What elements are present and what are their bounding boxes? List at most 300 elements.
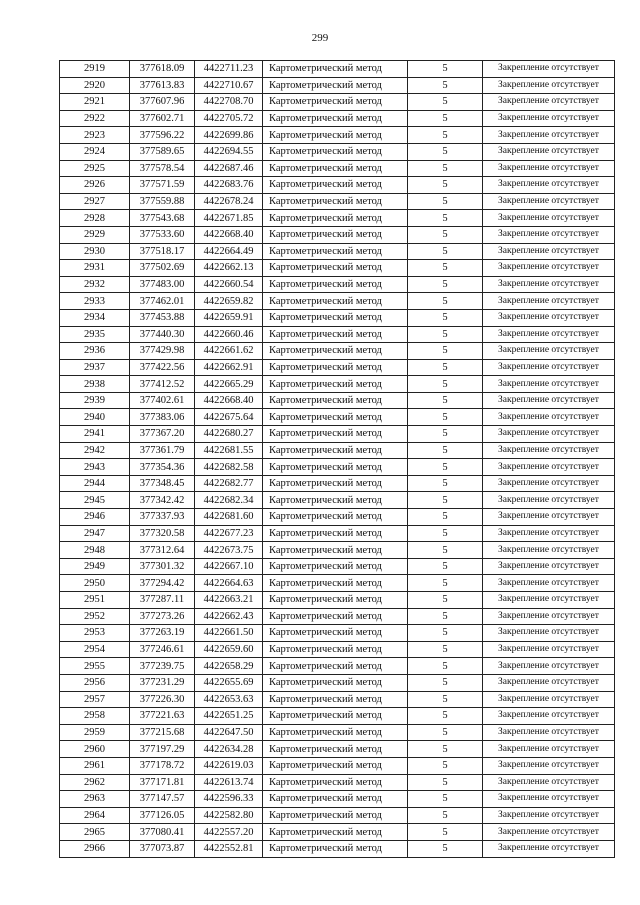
table-row [60, 509, 615, 526]
method-cell: Картометрический метод [263, 492, 408, 509]
y-coordinate-cell: 4422663.21 [195, 592, 263, 609]
x-coordinate-cell: 377342.42 [130, 492, 195, 509]
method-cell: Картометрический метод [263, 791, 408, 808]
y-coordinate-cell: 4422664.63 [195, 575, 263, 592]
y-coordinate-cell: 4422647.50 [195, 724, 263, 741]
table-row [60, 492, 615, 509]
x-coordinate-cell: 377239.75 [130, 658, 195, 675]
point-number-cell: 2923 [60, 127, 130, 144]
table-row [60, 525, 615, 542]
accuracy-cell: 5 [408, 376, 483, 393]
point-number-cell: 2942 [60, 442, 130, 459]
fixation-cell: Закрепление отсутствует [483, 492, 615, 509]
point-number-cell: 2965 [60, 824, 130, 841]
point-number-cell: 2948 [60, 542, 130, 559]
table-row [60, 674, 615, 691]
table-row [60, 309, 615, 326]
fixation-cell: Закрепление отсутствует [483, 791, 615, 808]
x-coordinate-cell: 377383.06 [130, 409, 195, 426]
point-number-cell: 2922 [60, 110, 130, 127]
y-coordinate-cell: 4422596.33 [195, 791, 263, 808]
fixation-cell: Закрепление отсутствует [483, 309, 615, 326]
x-coordinate-cell: 377215.68 [130, 724, 195, 741]
method-cell: Картометрический метод [263, 343, 408, 360]
accuracy-cell: 5 [408, 774, 483, 791]
accuracy-cell: 5 [408, 840, 483, 857]
table-row [60, 741, 615, 758]
page-number: 299 [311, 32, 329, 44]
fixation-cell: Закрепление отсутствует [483, 77, 615, 94]
method-cell: Картометрический метод [263, 143, 408, 160]
y-coordinate-cell: 4422673.75 [195, 542, 263, 559]
point-number-cell: 2921 [60, 94, 130, 111]
x-coordinate-cell: 377361.79 [130, 442, 195, 459]
x-coordinate-cell: 377301.32 [130, 558, 195, 575]
point-number-cell: 2935 [60, 326, 130, 343]
x-coordinate-cell: 377178.72 [130, 757, 195, 774]
y-coordinate-cell: 4422668.40 [195, 392, 263, 409]
method-cell: Картометрический метод [263, 525, 408, 542]
point-number-cell: 2962 [60, 774, 130, 791]
fixation-cell: Закрепление отсутствует [483, 558, 615, 575]
point-number-cell: 2925 [60, 160, 130, 177]
table-row [60, 625, 615, 642]
point-number-cell: 2933 [60, 293, 130, 310]
fixation-cell: Закрепление отсутствует [483, 343, 615, 360]
accuracy-cell: 5 [408, 77, 483, 94]
point-number-cell: 2947 [60, 525, 130, 542]
method-cell: Картометрический метод [263, 160, 408, 177]
accuracy-cell: 5 [408, 94, 483, 111]
table-row [60, 558, 615, 575]
fixation-cell: Закрепление отсутствует [483, 691, 615, 708]
x-coordinate-cell: 377337.93 [130, 509, 195, 526]
fixation-cell: Закрепление отсутствует [483, 409, 615, 426]
accuracy-cell: 5 [408, 625, 483, 642]
accuracy-cell: 5 [408, 674, 483, 691]
method-cell: Картометрический метод [263, 127, 408, 144]
y-coordinate-cell: 4422682.77 [195, 475, 263, 492]
point-number-cell: 2931 [60, 260, 130, 277]
table-row [60, 343, 615, 360]
y-coordinate-cell: 4422557.20 [195, 824, 263, 841]
point-number-cell: 2946 [60, 509, 130, 526]
table-row [60, 160, 615, 177]
x-coordinate-cell: 377412.52 [130, 376, 195, 393]
fixation-cell: Закрепление отсутствует [483, 658, 615, 675]
fixation-cell: Закрепление отсутствует [483, 94, 615, 111]
method-cell: Картометрический метод [263, 674, 408, 691]
point-number-cell: 2964 [60, 807, 130, 824]
point-number-cell: 2924 [60, 143, 130, 160]
accuracy-cell: 5 [408, 509, 483, 526]
fixation-cell: Закрепление отсутствует [483, 359, 615, 376]
table-row [60, 608, 615, 625]
method-cell: Картометрический метод [263, 558, 408, 575]
fixation-cell: Закрепление отсутствует [483, 807, 615, 824]
y-coordinate-cell: 4422619.03 [195, 757, 263, 774]
accuracy-cell: 5 [408, 724, 483, 741]
y-coordinate-cell: 4422582.80 [195, 807, 263, 824]
method-cell: Картометрический метод [263, 475, 408, 492]
table-row [60, 691, 615, 708]
x-coordinate-cell: 377402.61 [130, 392, 195, 409]
x-coordinate-cell: 377429.98 [130, 343, 195, 360]
table-row [60, 459, 615, 476]
fixation-cell: Закрепление отсутствует [483, 326, 615, 343]
method-cell: Картометрический метод [263, 442, 408, 459]
accuracy-cell: 5 [408, 160, 483, 177]
fixation-cell: Закрепление отсутствует [483, 575, 615, 592]
fixation-cell: Закрепление отсутствует [483, 110, 615, 127]
point-number-cell: 2949 [60, 558, 130, 575]
fixation-cell: Закрепление отсутствует [483, 459, 615, 476]
y-coordinate-cell: 4422659.91 [195, 309, 263, 326]
fixation-cell: Закрепление отсутствует [483, 143, 615, 160]
x-coordinate-cell: 377171.81 [130, 774, 195, 791]
x-coordinate-cell: 377422.56 [130, 359, 195, 376]
method-cell: Картометрический метод [263, 708, 408, 725]
x-coordinate-cell: 377226.30 [130, 691, 195, 708]
table-row [60, 708, 615, 725]
point-number-cell: 2934 [60, 309, 130, 326]
x-coordinate-cell: 377348.45 [130, 475, 195, 492]
fixation-cell: Закрепление отсутствует [483, 608, 615, 625]
y-coordinate-cell: 4422667.10 [195, 558, 263, 575]
point-number-cell: 2960 [60, 741, 130, 758]
method-cell: Картометрический метод [263, 243, 408, 260]
point-number-cell: 2938 [60, 376, 130, 393]
table-row [60, 658, 615, 675]
y-coordinate-cell: 4422653.63 [195, 691, 263, 708]
method-cell: Картометрический метод [263, 77, 408, 94]
point-number-cell: 2954 [60, 641, 130, 658]
x-coordinate-cell: 377080.41 [130, 824, 195, 841]
accuracy-cell: 5 [408, 608, 483, 625]
fixation-cell: Закрепление отсутствует [483, 475, 615, 492]
y-coordinate-cell: 4422677.23 [195, 525, 263, 542]
method-cell: Картометрический метод [263, 542, 408, 559]
y-coordinate-cell: 4422659.60 [195, 641, 263, 658]
method-cell: Картометрический метод [263, 226, 408, 243]
x-coordinate-cell: 377263.19 [130, 625, 195, 642]
accuracy-cell: 5 [408, 260, 483, 277]
table-row [60, 359, 615, 376]
method-cell: Картометрический метод [263, 359, 408, 376]
fixation-cell: Закрепление отсутствует [483, 276, 615, 293]
table-row [60, 575, 615, 592]
accuracy-cell: 5 [408, 459, 483, 476]
y-coordinate-cell: 4422662.43 [195, 608, 263, 625]
accuracy-cell: 5 [408, 276, 483, 293]
y-coordinate-cell: 4422660.54 [195, 276, 263, 293]
x-coordinate-cell: 377589.65 [130, 143, 195, 160]
method-cell: Картометрический метод [263, 691, 408, 708]
method-cell: Картометрический метод [263, 840, 408, 857]
table-row [60, 276, 615, 293]
accuracy-cell: 5 [408, 127, 483, 144]
point-number-cell: 2937 [60, 359, 130, 376]
table-row [60, 807, 615, 824]
point-number-cell: 2957 [60, 691, 130, 708]
fixation-cell: Закрепление отсутствует [483, 674, 615, 691]
accuracy-cell: 5 [408, 741, 483, 758]
method-cell: Картометрический метод [263, 210, 408, 227]
method-cell: Картометрический метод [263, 575, 408, 592]
table-row [60, 293, 615, 310]
method-cell: Картометрический метод [263, 260, 408, 277]
accuracy-cell: 5 [408, 359, 483, 376]
point-number-cell: 2951 [60, 592, 130, 609]
point-number-cell: 2936 [60, 343, 130, 360]
point-number-cell: 2941 [60, 426, 130, 443]
fixation-cell: Закрепление отсутствует [483, 592, 615, 609]
table-row [60, 824, 615, 841]
y-coordinate-cell: 4422660.46 [195, 326, 263, 343]
fixation-cell: Закрепление отсутствует [483, 260, 615, 277]
y-coordinate-cell: 4422665.29 [195, 376, 263, 393]
y-coordinate-cell: 4422661.62 [195, 343, 263, 360]
fixation-cell: Закрепление отсутствует [483, 127, 615, 144]
x-coordinate-cell: 377221.63 [130, 708, 195, 725]
fixation-cell: Закрепление отсутствует [483, 426, 615, 443]
table-row [60, 641, 615, 658]
point-number-cell: 2950 [60, 575, 130, 592]
fixation-cell: Закрепление отсутствует [483, 757, 615, 774]
accuracy-cell: 5 [408, 293, 483, 310]
table-row [60, 791, 615, 808]
method-cell: Картометрический метод [263, 193, 408, 210]
x-coordinate-cell: 377571.59 [130, 177, 195, 194]
method-cell: Картометрический метод [263, 276, 408, 293]
fixation-cell: Закрепление отсутствует [483, 293, 615, 310]
x-coordinate-cell: 377453.88 [130, 309, 195, 326]
table-row [60, 77, 615, 94]
x-coordinate-cell: 377147.57 [130, 791, 195, 808]
x-coordinate-cell: 377231.29 [130, 674, 195, 691]
method-cell: Картометрический метод [263, 309, 408, 326]
accuracy-cell: 5 [408, 326, 483, 343]
fixation-cell: Закрепление отсутствует [483, 210, 615, 227]
x-coordinate-cell: 377273.26 [130, 608, 195, 625]
y-coordinate-cell: 4422658.29 [195, 658, 263, 675]
fixation-cell: Закрепление отсутствует [483, 177, 615, 194]
accuracy-cell: 5 [408, 243, 483, 260]
point-number-cell: 2955 [60, 658, 130, 675]
method-cell: Картометрический метод [263, 625, 408, 642]
table-row [60, 392, 615, 409]
table-row [60, 94, 615, 111]
y-coordinate-cell: 4422613.74 [195, 774, 263, 791]
x-coordinate-cell: 377607.96 [130, 94, 195, 111]
accuracy-cell: 5 [408, 641, 483, 658]
point-number-cell: 2928 [60, 210, 130, 227]
fixation-cell: Закрепление отсутствует [483, 442, 615, 459]
fixation-cell: Закрепление отсутствует [483, 525, 615, 542]
method-cell: Картометрический метод [263, 608, 408, 625]
y-coordinate-cell: 4422708.70 [195, 94, 263, 111]
y-coordinate-cell: 4422671.85 [195, 210, 263, 227]
method-cell: Картометрический метод [263, 110, 408, 127]
x-coordinate-cell: 377502.69 [130, 260, 195, 277]
method-cell: Картометрический метод [263, 641, 408, 658]
point-number-cell: 2966 [60, 840, 130, 857]
y-coordinate-cell: 4422682.58 [195, 459, 263, 476]
y-coordinate-cell: 4422668.40 [195, 226, 263, 243]
accuracy-cell: 5 [408, 542, 483, 559]
y-coordinate-cell: 4422681.55 [195, 442, 263, 459]
accuracy-cell: 5 [408, 61, 483, 78]
accuracy-cell: 5 [408, 757, 483, 774]
fixation-cell: Закрепление отсутствует [483, 160, 615, 177]
x-coordinate-cell: 377367.20 [130, 426, 195, 443]
fixation-cell: Закрепление отсутствует [483, 774, 615, 791]
fixation-cell: Закрепление отсутствует [483, 741, 615, 758]
table-row [60, 110, 615, 127]
table-row [60, 260, 615, 277]
point-number-cell: 2920 [60, 77, 130, 94]
y-coordinate-cell: 4422687.46 [195, 160, 263, 177]
accuracy-cell: 5 [408, 426, 483, 443]
accuracy-cell: 5 [408, 592, 483, 609]
table-row [60, 840, 615, 857]
method-cell: Картометрический метод [263, 392, 408, 409]
point-number-cell: 2959 [60, 724, 130, 741]
table-row [60, 475, 615, 492]
y-coordinate-cell: 4422699.86 [195, 127, 263, 144]
point-number-cell: 2953 [60, 625, 130, 642]
method-cell: Картометрический метод [263, 409, 408, 426]
table-row [60, 774, 615, 791]
y-coordinate-cell: 4422659.82 [195, 293, 263, 310]
table-row [60, 724, 615, 741]
x-coordinate-cell: 377197.29 [130, 741, 195, 758]
x-coordinate-cell: 377320.58 [130, 525, 195, 542]
accuracy-cell: 5 [408, 525, 483, 542]
point-number-cell: 2927 [60, 193, 130, 210]
fixation-cell: Закрепление отсутствует [483, 542, 615, 559]
x-coordinate-cell: 377533.60 [130, 226, 195, 243]
accuracy-cell: 5 [408, 143, 483, 160]
table-row [60, 376, 615, 393]
accuracy-cell: 5 [408, 658, 483, 675]
accuracy-cell: 5 [408, 492, 483, 509]
x-coordinate-cell: 377073.87 [130, 840, 195, 857]
accuracy-cell: 5 [408, 210, 483, 227]
accuracy-cell: 5 [408, 575, 483, 592]
x-coordinate-cell: 377618.09 [130, 61, 195, 78]
x-coordinate-cell: 377613.83 [130, 77, 195, 94]
point-number-cell: 2919 [60, 61, 130, 78]
y-coordinate-cell: 4422662.91 [195, 359, 263, 376]
method-cell: Картометрический метод [263, 757, 408, 774]
point-number-cell: 2958 [60, 708, 130, 725]
y-coordinate-cell: 4422661.50 [195, 625, 263, 642]
method-cell: Картометрический метод [263, 824, 408, 841]
method-cell: Картометрический метод [263, 509, 408, 526]
accuracy-cell: 5 [408, 442, 483, 459]
method-cell: Картометрический метод [263, 426, 408, 443]
y-coordinate-cell: 4422552.81 [195, 840, 263, 857]
fixation-cell: Закрепление отсутствует [483, 376, 615, 393]
accuracy-cell: 5 [408, 807, 483, 824]
table-row [60, 226, 615, 243]
point-number-cell: 2945 [60, 492, 130, 509]
y-coordinate-cell: 4422655.69 [195, 674, 263, 691]
point-number-cell: 2961 [60, 757, 130, 774]
table-row [60, 326, 615, 343]
point-number-cell: 2963 [60, 791, 130, 808]
x-coordinate-cell: 377578.54 [130, 160, 195, 177]
table-row [60, 127, 615, 144]
y-coordinate-cell: 4422662.13 [195, 260, 263, 277]
point-number-cell: 2956 [60, 674, 130, 691]
x-coordinate-cell: 377462.01 [130, 293, 195, 310]
y-coordinate-cell: 4422651.25 [195, 708, 263, 725]
fixation-cell: Закрепление отсутствует [483, 243, 615, 260]
x-coordinate-cell: 377596.22 [130, 127, 195, 144]
method-cell: Картометрический метод [263, 94, 408, 111]
fixation-cell: Закрепление отсутствует [483, 724, 615, 741]
point-number-cell: 2940 [60, 409, 130, 426]
coordinates-table [59, 60, 615, 858]
method-cell: Картометрический метод [263, 459, 408, 476]
point-number-cell: 2932 [60, 276, 130, 293]
table-row [60, 177, 615, 194]
point-number-cell: 2926 [60, 177, 130, 194]
accuracy-cell: 5 [408, 409, 483, 426]
accuracy-cell: 5 [408, 110, 483, 127]
table-row [60, 592, 615, 609]
method-cell: Картометрический метод [263, 774, 408, 791]
y-coordinate-cell: 4422711.23 [195, 61, 263, 78]
table-row [60, 542, 615, 559]
fixation-cell: Закрепление отсутствует [483, 840, 615, 857]
accuracy-cell: 5 [408, 392, 483, 409]
accuracy-cell: 5 [408, 691, 483, 708]
x-coordinate-cell: 377246.61 [130, 641, 195, 658]
fixation-cell: Закрепление отсутствует [483, 226, 615, 243]
accuracy-cell: 5 [408, 309, 483, 326]
y-coordinate-cell: 4422683.76 [195, 177, 263, 194]
x-coordinate-cell: 377294.42 [130, 575, 195, 592]
fixation-cell: Закрепление отсутствует [483, 509, 615, 526]
table-row [60, 757, 615, 774]
accuracy-cell: 5 [408, 226, 483, 243]
table-body [60, 61, 615, 858]
y-coordinate-cell: 4422664.49 [195, 243, 263, 260]
accuracy-cell: 5 [408, 193, 483, 210]
method-cell: Картометрический метод [263, 658, 408, 675]
method-cell: Картометрический метод [263, 592, 408, 609]
table-row [60, 426, 615, 443]
accuracy-cell: 5 [408, 824, 483, 841]
fixation-cell: Закрепление отсутствует [483, 824, 615, 841]
fixation-cell: Закрепление отсутствует [483, 193, 615, 210]
x-coordinate-cell: 377440.30 [130, 326, 195, 343]
accuracy-cell: 5 [408, 177, 483, 194]
fixation-cell: Закрепление отсутствует [483, 708, 615, 725]
y-coordinate-cell: 4422681.60 [195, 509, 263, 526]
fixation-cell: Закрепление отсутствует [483, 392, 615, 409]
method-cell: Картометрический метод [263, 741, 408, 758]
point-number-cell: 2929 [60, 226, 130, 243]
x-coordinate-cell: 377312.64 [130, 542, 195, 559]
method-cell: Картометрический метод [263, 376, 408, 393]
method-cell: Картометрический метод [263, 293, 408, 310]
table-row [60, 243, 615, 260]
x-coordinate-cell: 377543.68 [130, 210, 195, 227]
